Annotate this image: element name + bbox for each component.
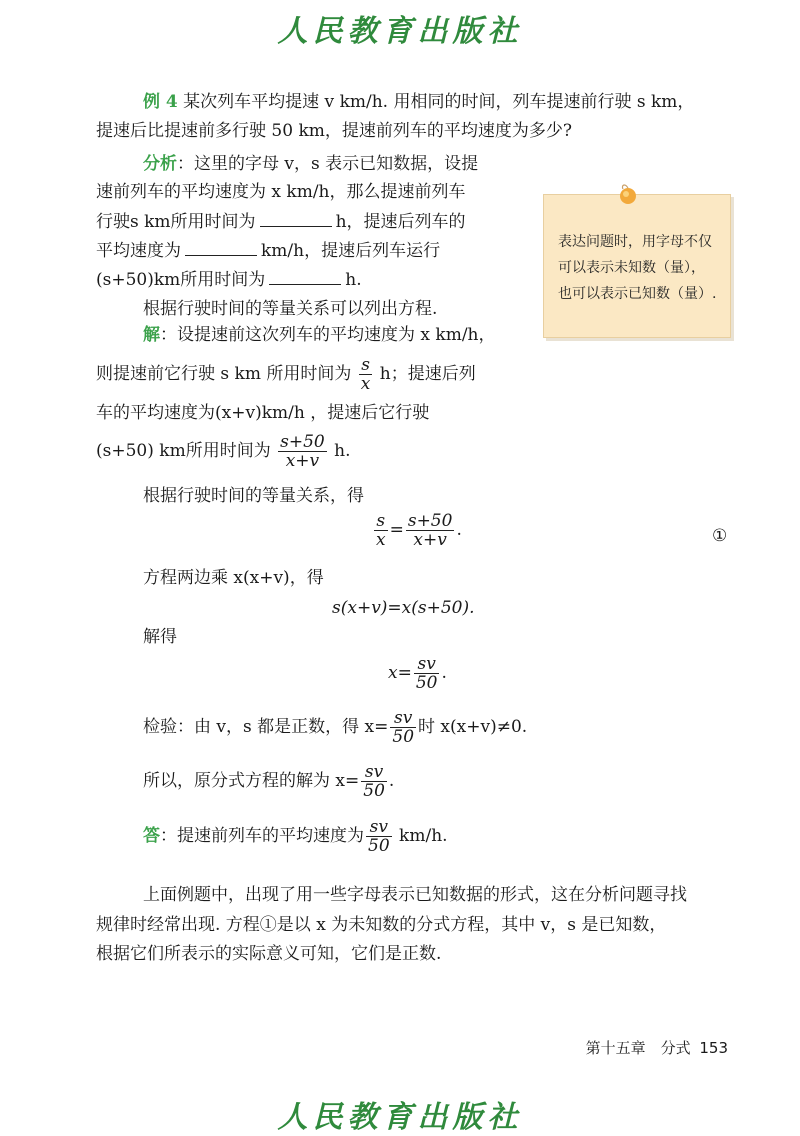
answer-blank-2: [185, 241, 257, 256]
answer-text-a: ：提速前列车的平均速度为: [160, 826, 364, 846]
solution-text-4b: h.: [334, 441, 351, 461]
analysis-text-1: ：这里的字母 v，s 表示已知数据，设提: [177, 154, 479, 174]
analysis-text-3b: h，提速后列车的: [335, 212, 466, 232]
analysis-label: 分析: [143, 154, 177, 174]
check-text-a: 检验：由 v，s 都是正数，得 x=: [143, 717, 389, 737]
page-number: 153: [699, 1039, 728, 1057]
conclusion-line: [143, 763, 394, 800]
fraction-s-over-x: $\frac{s}{x}$: [360, 355, 371, 394]
solution-line-7: 解得: [143, 627, 177, 647]
equation-3: [388, 655, 447, 692]
answer-blank-1: [260, 212, 332, 227]
solution-text-2b: h；提速后列: [379, 364, 476, 384]
equation-2: s(x+v)=x(s+50).: [332, 598, 475, 618]
analysis-line-2: 速前列车的平均速度为 x km/h，那么提速前列车: [96, 182, 466, 202]
answer-label: 答: [143, 826, 160, 846]
solution-text-1: ：设提速前这次列车的平均速度为 x km/h，: [160, 325, 496, 345]
equation-number-1: ①: [712, 526, 728, 546]
analysis-line-3: [96, 210, 466, 234]
answer-blank-3: [269, 270, 341, 285]
eq1-left-fraction: $\frac{s}{x}$: [376, 511, 386, 550]
analysis-text-3a: 行驶s km所用时间为: [96, 212, 256, 232]
example-line-2: 提速后比提速前多行驶 50 km，提速前列车的平均速度为多少?: [96, 121, 572, 141]
analysis-line-4: [96, 239, 440, 263]
page-footer: [586, 1037, 728, 1058]
solution-line-1: [143, 323, 496, 347]
paragraph-line-2: 规律时经常出现. 方程①是以 x 为未知数的分式方程，其中 v，s 是已知数，: [96, 915, 667, 935]
check-fraction: $\frac{sv}{50}$: [392, 708, 415, 747]
analysis-line-6: 根据行驶时间的等量关系可以列出方程.: [143, 299, 438, 319]
publisher-logo-bottom: 人民教育出版社: [277, 1100, 523, 1135]
analysis-line-1: [143, 152, 478, 176]
solution-line-6: 方程两边乘 x(x+v)，得: [143, 568, 324, 588]
example-line-1: [143, 90, 694, 114]
answer-fraction: $\frac{sv}{50}$: [368, 817, 390, 856]
paragraph-line-3: 根据它们所表示的实际意义可知，它们是正数.: [96, 944, 442, 964]
footer-chapter: 第十五章 分式: [585, 1039, 691, 1057]
example-label: 例 4: [143, 92, 178, 112]
analysis-text-4b: km/h，提速后列车运行: [261, 241, 441, 261]
pushpin-icon: [617, 183, 639, 205]
solution-line-2: [96, 356, 476, 393]
analysis-text-5a: (s+50)km所用时间为: [96, 270, 266, 290]
solution-label: 解: [143, 325, 160, 345]
eq1-right-fraction: $\frac{s+50}{x+v}$: [407, 511, 453, 550]
fraction-time-after: $\frac{s+50}{x+v}$: [280, 432, 325, 471]
solution-line-5: 根据行驶时间的等量关系，得: [143, 486, 364, 506]
conclusion-fraction: $\frac{sv}{50}$: [363, 762, 385, 801]
equation-1: [372, 512, 462, 549]
answer-line: [143, 818, 448, 855]
eq1-period: .: [456, 520, 462, 540]
publisher-logo-top: 人民教育出版社: [277, 14, 523, 49]
side-note-text: 表达问题时，用字母不仅可以表示未知数（量），也可以表示已知数（量）.: [558, 234, 717, 302]
analysis-line-5: [96, 268, 362, 292]
conclusion-end: .: [388, 771, 395, 791]
side-note: [543, 194, 731, 338]
eq3-fraction: $\frac{sv}{50}$: [415, 654, 438, 693]
answer-text-b: km/h.: [399, 826, 448, 846]
solution-line-3: 车的平均速度为(x+v)km/h ，提速后它行驶: [96, 403, 430, 423]
solution-text-4a: (s+50) km所用时间为: [96, 441, 271, 461]
solution-line-4: [96, 433, 350, 470]
check-text-b: 时 x(x+v)≠0.: [418, 717, 528, 737]
eq3-period: .: [441, 663, 447, 683]
example-problem-1: 某次列车平均提速 v km/h. 用相同的时间，列车提速前行驶 s km，: [183, 92, 695, 112]
eq1-equals: =: [389, 520, 404, 540]
conclusion-text: 所以，原分式方程的解为 x=: [143, 771, 360, 791]
check-line: [143, 709, 527, 746]
paragraph-line-1: 上面例题中，出现了用一些字母表示已知数据的形式，这在分析问题寻找: [143, 885, 687, 905]
solution-text-2a: 则提速前它行驶 s km 所用时间为: [96, 364, 352, 384]
analysis-text-5b: h.: [345, 270, 362, 290]
eq3-lhs: x=: [388, 663, 412, 683]
analysis-text-4a: 平均速度为: [96, 241, 181, 261]
